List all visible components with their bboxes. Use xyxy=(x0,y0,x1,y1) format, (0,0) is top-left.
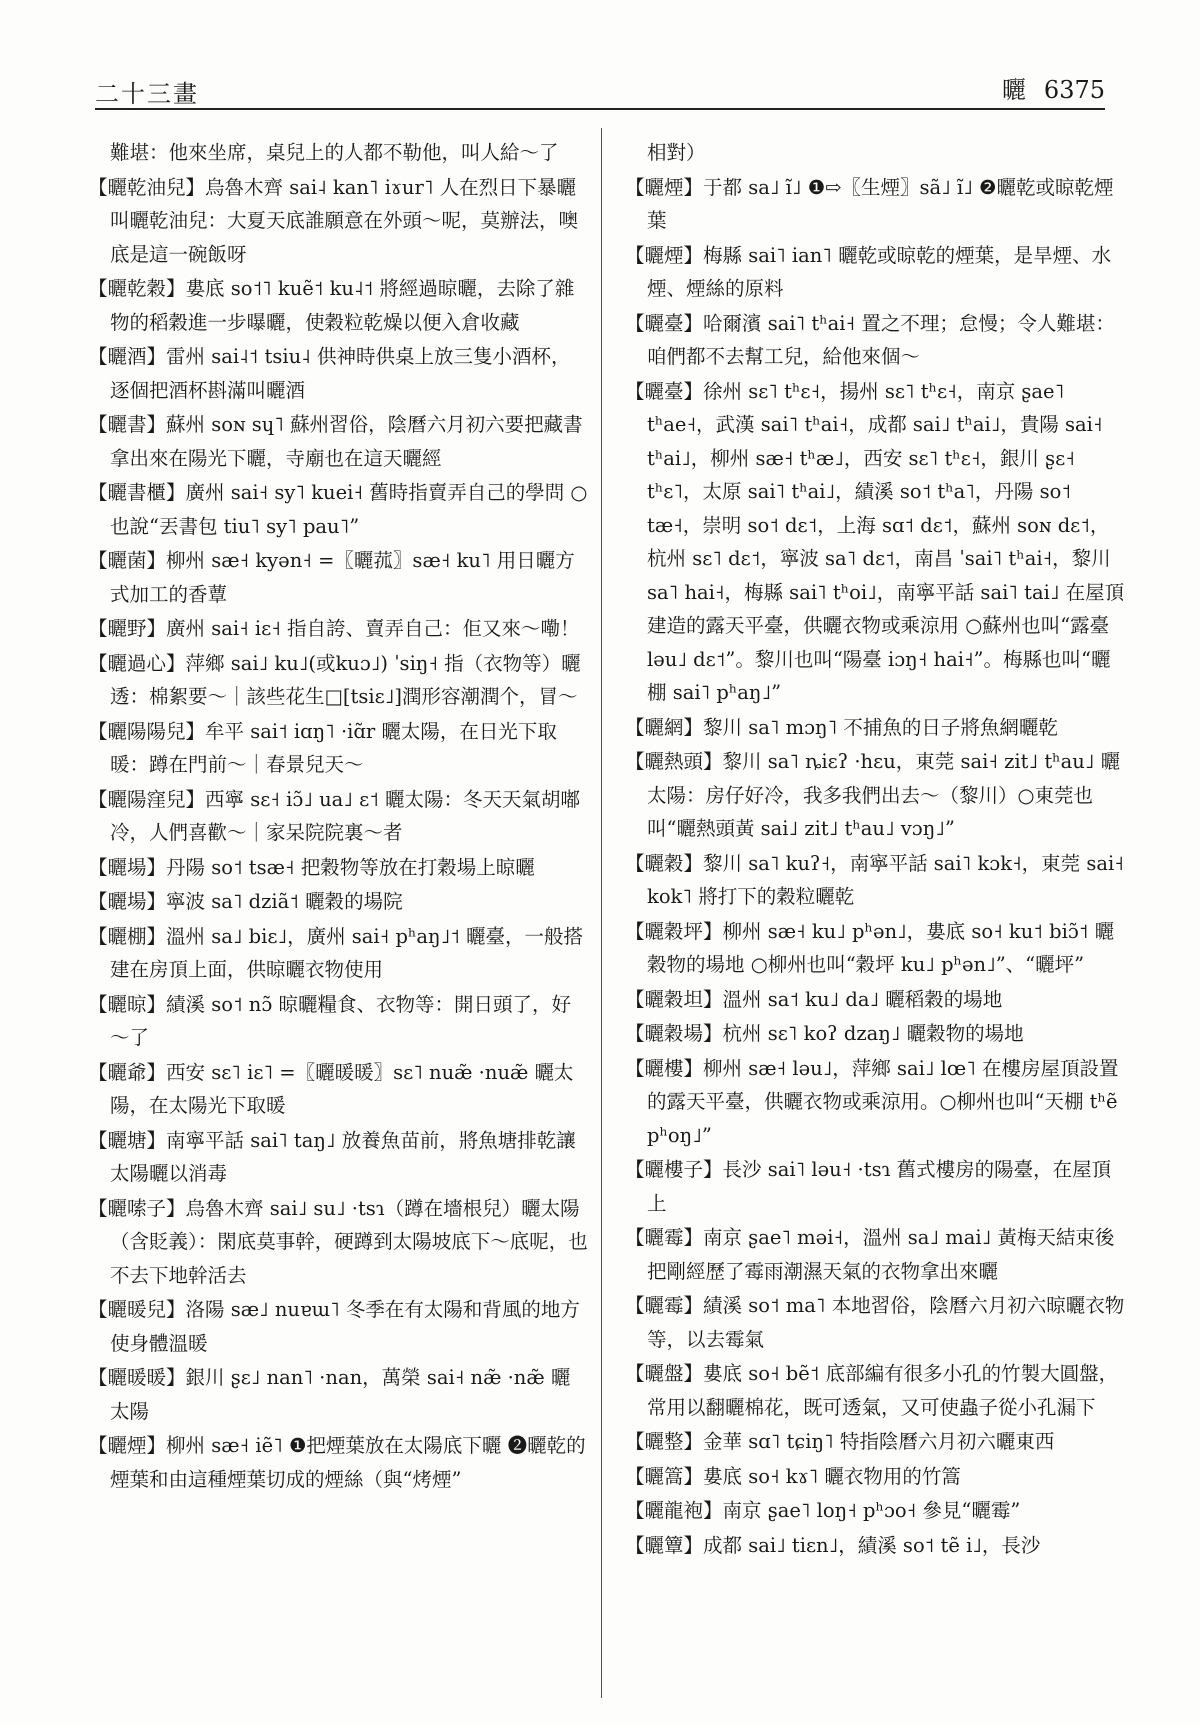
dictionary-entry: 【曬穀】黎川 sa˥ kuʔ˧，南寧平話 sai˥ kɔk˧，東莞 sai˧ kok˥ 將打下的穀粒曬乾 xyxy=(625,851,1124,908)
dictionary-entry: 【曬煙】于都 sa˩ ĩ˩ ❶⇨〖生煙〗sã˩ ĩ˩ ❷曬乾或晾乾煙葉 xyxy=(625,175,1114,232)
dictionary-entry: 【曬陽窪兒】西寧 sɛ˧ iɔ̃˩ ua˩ ɛ˦ 曬太陽：冬天天氣胡嘟冷，人們喜歡～｜家呆院院裏～者 xyxy=(88,787,581,844)
dictionary-entry: 【曬穀場】杭州 sɛ˥ koʔ dzaŋ˩ 曬穀物的場地 xyxy=(625,1022,1024,1045)
dictionary-entry: 【曬熱頭】黎川 sa˥ ȵiɛʔ ·hɛu，東莞 sai˧ zit˩ tʰau˩ 曬太陽：房仔好冷，我多我們出去～（黎川）○東莞也叫“曬熱頭黃 sai˩ zit˩ tʰau˩ vɔŋ˩” xyxy=(625,750,1121,840)
dictionary-entry: 【曬整】金華 sɑ˥ tɕiŋ˥ 特指陰曆六月初六曬東西 xyxy=(625,1430,1055,1453)
dictionary-entry: 【曬篙】婁底 so˧ kɤ˥ 曬衣物用的竹篙 xyxy=(625,1464,961,1488)
left-column xyxy=(88,136,588,1696)
right-column xyxy=(625,136,1125,1696)
dictionary-entry: 【曬陽陽兒】牟平 sai˦ iɑŋ˥ ·iɑ̃r 曬太陽，在日光下取暖：蹲在門前～｜春景兒天～ xyxy=(88,719,557,776)
dictionary-entry: 【曬嗦子】烏魯木齊 sai˩ su˩ ·tsɿ（蹲在墻根兒）曬太陽（含貶義）：閑底莫事幹，硬蹲到太陽坡底下～底呢，也不去下地幹活去 xyxy=(88,1196,588,1287)
dictionary-entry: 【曬場】丹陽 so˦ tsæ˧ 把穀物等放在打穀場上晾曬 xyxy=(88,855,535,879)
page-heading xyxy=(1002,70,1105,105)
dictionary-entry: 【曬爺】西安 sɛ˥ iɛ˥ =〖曬暖暖〗sɛ˥ nuæ̃ ·nuæ̃ 曬太陽，在太陽光下取暖 xyxy=(88,1060,574,1117)
dictionary-entry: 【曬煙】柳州 sæ˧ iẽ˥ ❶把煙葉放在太陽底下曬 ❷曬乾的煙葉和由這種煙葉切成的煙絲（與“烤煙” xyxy=(88,1434,586,1491)
dictionary-entry: 【曬網】黎川 sa˥ mɔŋ˥ 不捕魚的日子將魚網曬乾 xyxy=(625,715,1058,739)
dictionary-entry: 【曬霉】南京 ʂae˥ məi˧，溫州 sa˩ mai˩ 黃梅天結束後把剛經歷了霉雨潮濕天氣的衣物拿出來曬 xyxy=(625,1226,1115,1283)
dictionary-entry: 【曬簟】成都 sai˩ tiɛn˩，績溪 so˦ tẽ i˩，長沙 xyxy=(625,1533,1041,1557)
dictionary-entry: 【曬暖兒】洛陽 sæ˩ nuɐɯ˥ 冬季在有太陽和背風的地方使身體溫暖 xyxy=(88,1298,580,1355)
dictionary-entry: 【曬棚】溫州 sa˩ biɛ˩，廣州 sai˧ pʰaŋ˩˦ 曬臺，一般搭建在房頂上面，供晾曬衣物使用 xyxy=(88,924,584,981)
dictionary-entry: 【曬龍袍】南京 ʂae˥ loŋ˧ pʰɔo˧ 參見“曬霉” xyxy=(625,1499,1021,1522)
page-number: 6375 xyxy=(1043,76,1105,104)
page-header xyxy=(95,70,1105,110)
dictionary-entry: 【曬臺】徐州 sɛ˥ tʰɛ˧，揚州 sɛ˥ tʰɛ˧，南京 ʂae˥ tʰae˧，武漢 sai˥ tʰai˧，成都 sai˩ tʰai˩，貴陽 sai˧ tʰai˩，柳州 sæ˧ tʰæ˩，西安 sɛ˥ tʰɛ˧，銀川 ʂɛ˧ tʰɛ˥，太原 sai˥ tʰai˩，績溪 so˦ tʰa˥，丹陽 so˦ tæ˧，崇明 so˦ dɛ˦，上海 sɑ˦ dɛ˦，蘇州 soɴ dɛ˦，杭州 sɛ˥ dɛ˦，寧波 sa˥ dɛ˦，南昌 ˈsai˥ tʰai˧，黎川 sa˥ hai˧，梅縣 sai˥ tʰoi˩，南寧平話 sai˥ tai˩ 在屋頂建造的露天平臺，供曬衣物或乘涼用 ○蘇州也叫“露臺 ləu˩ dɛ˦”。黎川也叫“陽臺 iɔŋ˧ hai˧”。梅縣也叫“曬棚 sai˥ pʰaŋ˩” xyxy=(625,379,1125,704)
dictionary-entry: 【曬乾穀】婁底 so˦˥ kuẽ˦ ku˨˦ 將經過晾曬，去除了雜物的稻穀進一步曝曬，使穀粒乾燥以便入倉收藏 xyxy=(88,277,575,334)
dictionary-entry: 【曬晾】績溪 so˦ nɔ̃ 晾曬糧食、衣物等：開日頭了，好～了 xyxy=(88,992,571,1049)
dictionary-entry: 難堪：他來坐席，桌兒上的人都不勒他，叫人給～了 xyxy=(110,141,559,164)
dictionary-entry: 【曬樓子】長沙 sai˥ ləu˧ ·tsɿ 舊式樓房的陽臺，在屋頂上 xyxy=(625,1158,1112,1215)
dictionary-entry: 【曬暖暖】銀川 ʂɛ˩ nan˥ ·nan，萬榮 sai˧ næ̃ ·næ̃ 曬太陽 xyxy=(88,1366,571,1423)
dictionary-entry: 【曬場】寧波 sa˥ dziã˦ 曬穀的場院 xyxy=(88,890,403,913)
dictionary-entry: 【曬乾油兒】烏魯木齊 sai˨ kan˥ iɤur˥ 人在烈日下暴曬叫曬乾油兒：大夏天底誰願意在外頭～呢，莫辦法，噢底是這一碗飯呀 xyxy=(88,175,579,266)
dictionary-entry: 【曬書櫃】廣州 sai˧ sy˥ kuei˧ 舊時指賣弄自己的學問 ○也說“丟書包 tiu˥ sy˥ pau˥” xyxy=(88,481,588,538)
dictionary-entry: 【曬書】蘇州 soɴ sɥ˥ 蘇州習俗，陰曆六月初六要把藏書拿出來在陽光下曬，寺廟也在這天曬經 xyxy=(88,413,583,470)
dictionary-entry: 【曬煙】梅縣 sai˥ ian˥ 曬乾或晾乾的煙葉，是旱煙、水煙、煙絲的原料 xyxy=(625,243,1112,300)
dictionary-entry: 【曬過心】萍鄉 sai˩ ku˩(或kuɔ˩) ˈsiŋ˧ 指（衣物等）曬透：棉絮要～｜該些花生□[tsiɛ˩]潤形容潮潤个，冒～ xyxy=(88,651,581,708)
dictionary-entry: 【曬霉】績溪 so˦ ma˥ 本地習俗，陰曆六月初六晾曬衣物等，以去霉氣 xyxy=(625,1294,1125,1351)
section-title: 二十三畫 xyxy=(95,80,199,108)
column-divider xyxy=(601,128,602,1698)
dictionary-entry: 【曬酒】雷州 sai˨˦ tsiu˨ 供神時供桌上放三隻小酒杯，逐個把酒杯斟滿叫曬酒 xyxy=(88,345,571,402)
head-character: 曬 xyxy=(1001,76,1026,104)
dictionary-entry: 【曬塘】南寧平話 sai˥ taŋ˩ 放養魚苗前，將魚塘排乾讓太陽曬以消毒 xyxy=(88,1128,576,1185)
dictionary-entry: 【曬野】廣州 sai˧ iɛ˧ 指自誇、賣弄自己：佢又來～嘞！ xyxy=(88,617,580,640)
dictionary-entry: 相對） xyxy=(647,141,706,164)
dictionary-entry: 【曬穀坪】柳州 sæ˧ ku˩ pʰən˩，婁底 so˧ ku˦ biɔ̃˦ 曬穀物的場地 ○柳州也叫“穀坪 ku˩ pʰən˩”、“曬坪” xyxy=(625,919,1115,976)
dictionary-entry: 【曬菌】柳州 sæ˧ kyən˧ =〖曬菰〗sæ˧ ku˥ 用日曬方式加工的香蕈 xyxy=(88,549,575,606)
dictionary-entry: 【曬樓】柳州 sæ˧ ləu˩，萍鄉 sai˩ lœ˥ 在樓房屋頂設置的露天平臺，供曬衣物或乘涼用。○柳州也叫“天棚 tʰẽ pʰoŋ˩” xyxy=(625,1056,1119,1147)
dictionary-entry: 【曬盤】婁底 so˧ bẽ˦ 底部編有很多小孔的竹製大圓盤，常用以翻曬棉花，既可透氣，又可使蟲子從小孔漏下 xyxy=(625,1362,1119,1419)
dictionary-entry: 【曬穀坦】溫州 sa˦ ku˩ da˩ 曬稻穀的場地 xyxy=(625,987,1003,1011)
dictionary-entry: 【曬臺】哈爾濱 sai˥ tʰai˧ 置之不理；怠慢；令人難堪：咱們都不去幫工兒，給他來個～ xyxy=(625,311,1115,368)
